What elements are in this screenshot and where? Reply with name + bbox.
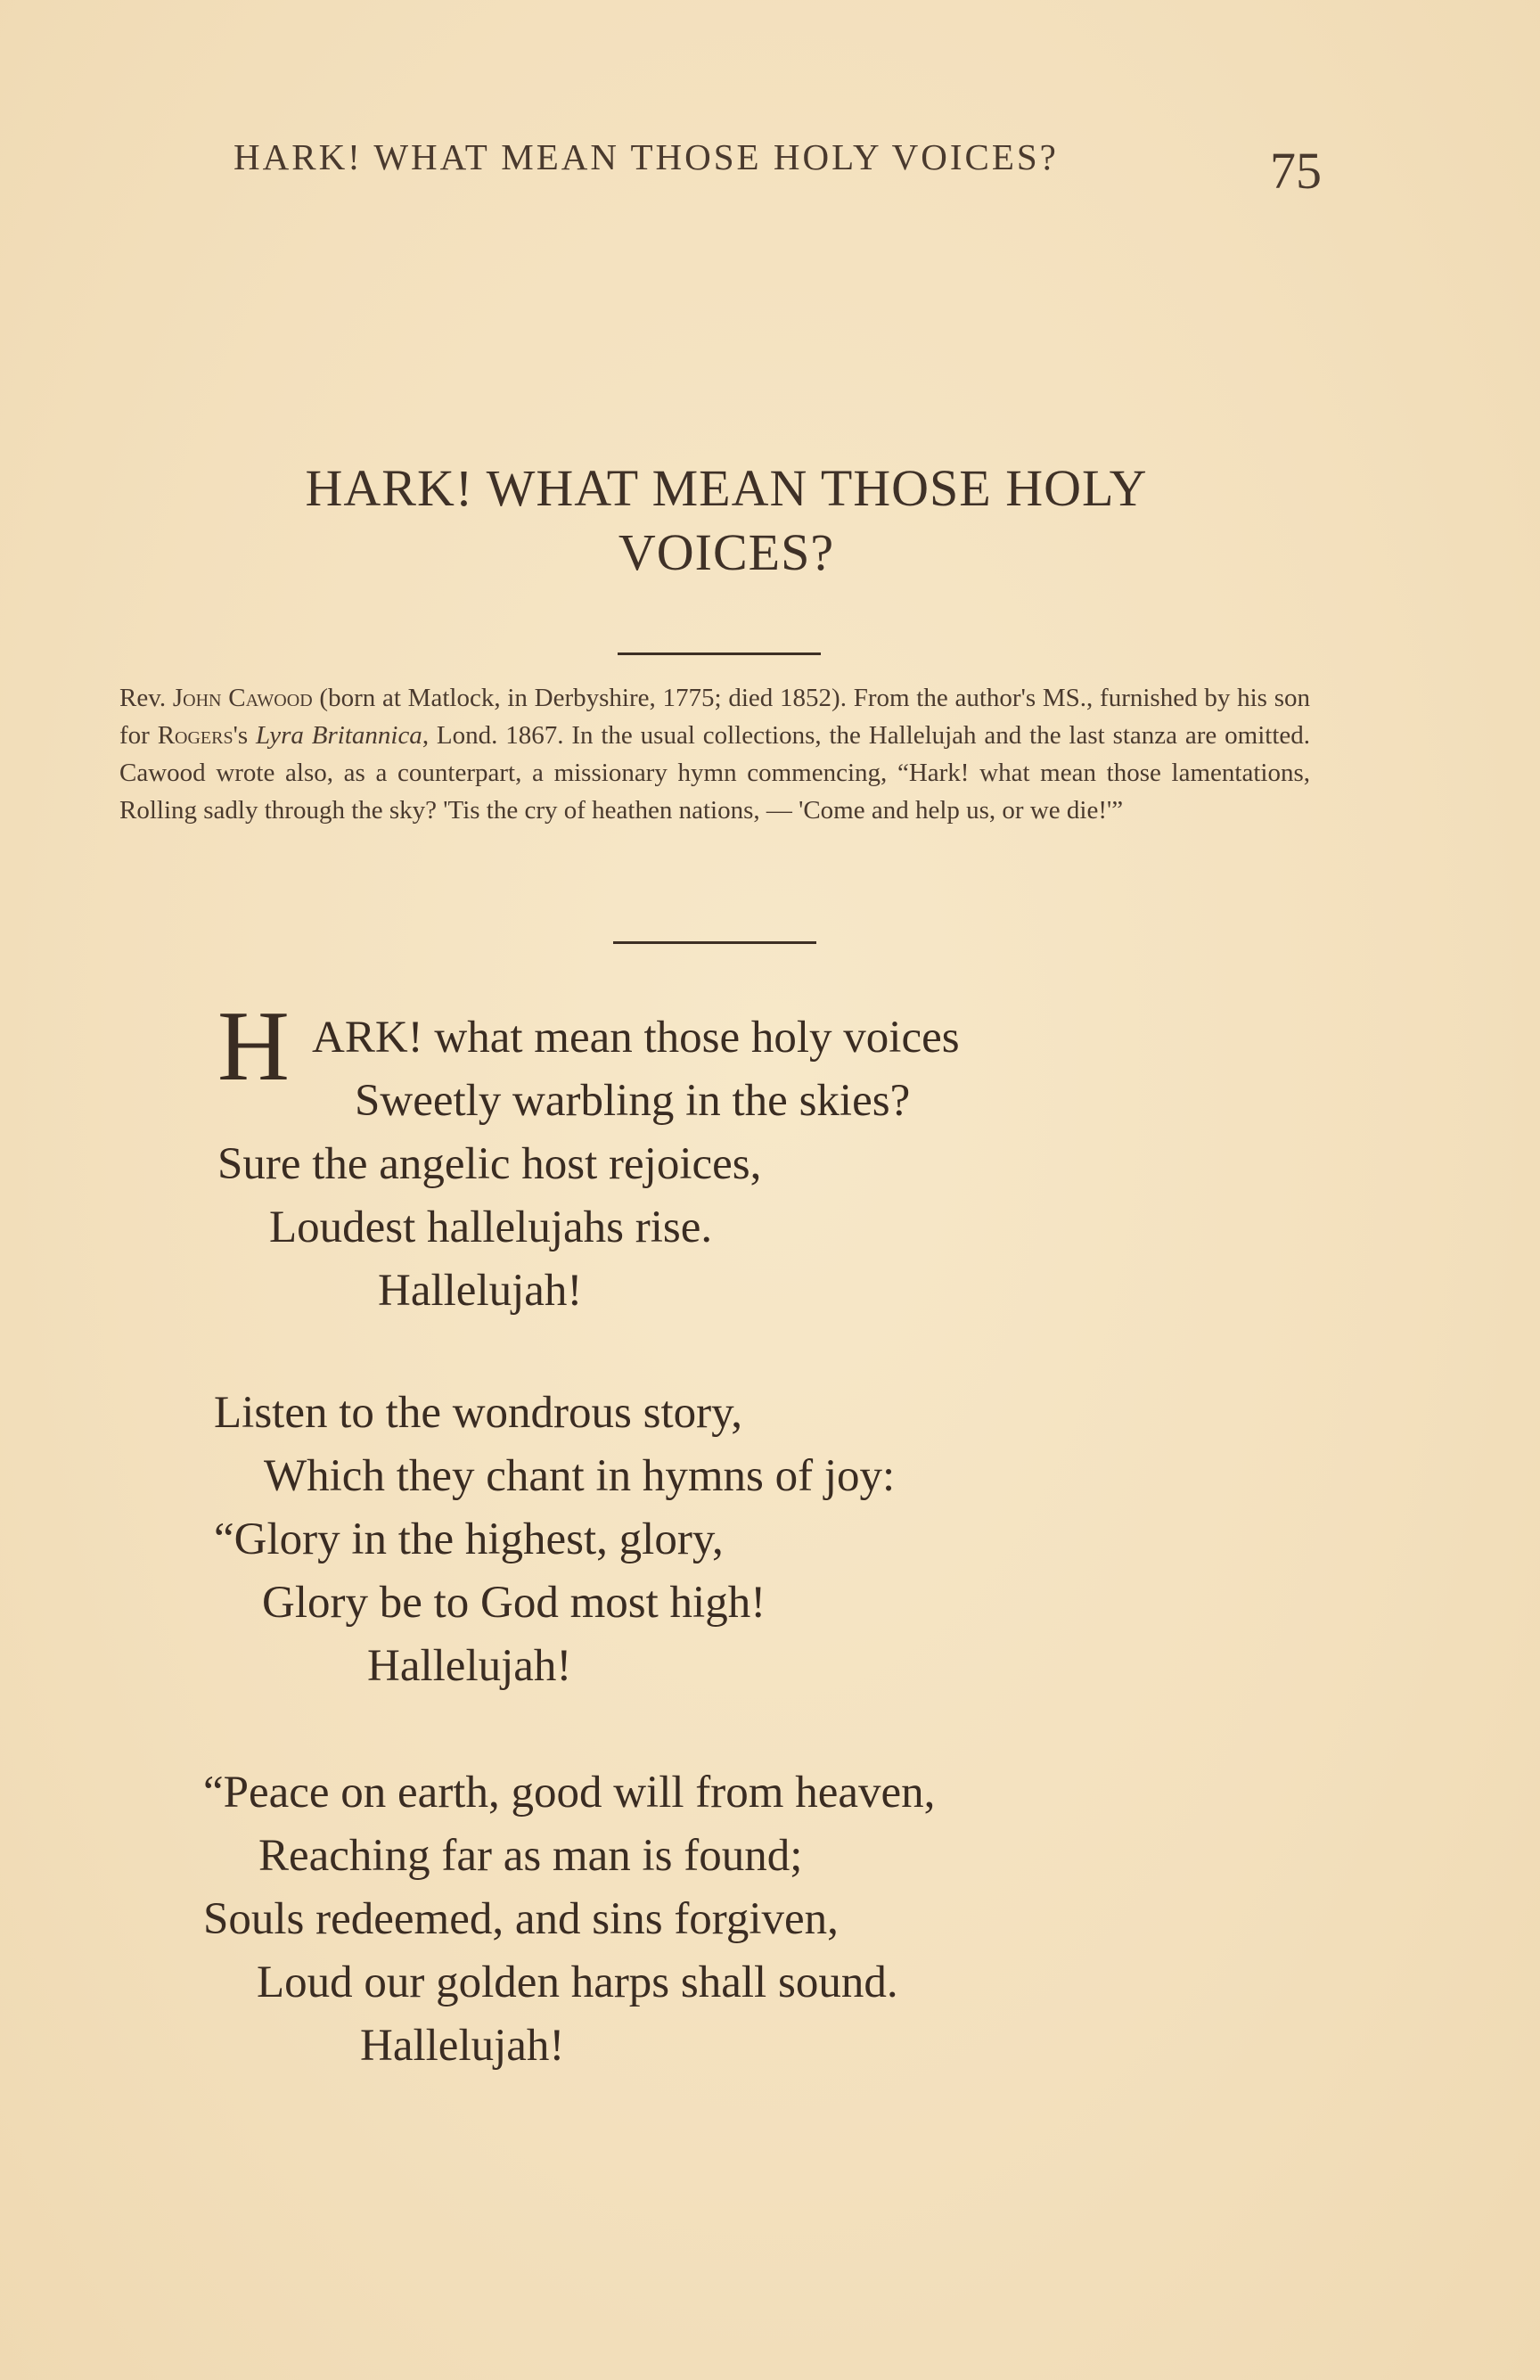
note-text-3: , Lond. 1867. In the usual collections, the Hallelujah and the last stanza are omitted. Cawood wrote also, as a counterpart, a missionary hymn commencing, “Hark! what mean those lamentations, Rolling sadly through the sky? 'Tis the cry of heathen nations, — 'Come and help us, or we die!'” <box>119 721 1310 825</box>
stanza-1-line-1: ARK! what mean those holy voices <box>312 1013 960 1063</box>
note-author-prefix: Rev. <box>119 684 173 712</box>
note-rogers: Rogers <box>157 721 233 750</box>
stanza-1-line-4: Loudest hallelujahs rise. <box>269 1202 713 1252</box>
stanza-1-line-5: Hallelujah! <box>378 1266 583 1316</box>
author-note <box>119 679 1310 829</box>
stanza-2-line-4: Glory be to God most high! <box>262 1578 766 1628</box>
hymn-title-line-2: VOICES? <box>618 523 835 581</box>
hymn-title-line-1: HARK! WHAT MEAN THOSE HOLY <box>305 459 1148 517</box>
stanza-2-line-5: Hallelujah! <box>367 1641 572 1691</box>
stanza-1-line-3: Sure the angelic host rejoices, <box>217 1139 762 1189</box>
running-head: HARK! WHAT MEAN THOSE HOLY VOICES? <box>233 136 1059 177</box>
stanza-3-line-5: Hallelujah! <box>360 2021 565 2071</box>
stanza-2-line-3: “Glory in the highest, glory, <box>214 1514 724 1564</box>
stanza-3-line-1: “Peace on earth, good will from heaven, <box>203 1768 936 1818</box>
stanza-3-line-4: Loud our golden harps shall sound. <box>257 1957 898 2007</box>
note-text-1: (born at Matlock, in Derbyshire, 1775; died 1852). From the author's MS., furnished by his son for <box>119 684 1310 750</box>
note-author-name: John Cawood <box>172 684 313 712</box>
stanza-1-line-2: Sweetly warbling in the skies? <box>355 1076 911 1126</box>
drop-cap: H <box>217 991 290 1102</box>
stanza-3-line-3: Souls redeemed, and sins forgiven, <box>203 1894 839 1944</box>
note-book-title: Lyra Britannica <box>255 721 422 750</box>
stanza-2-line-2: Which they chant in hymns of joy: <box>264 1451 896 1501</box>
stanza-3-line-2: Reaching far as man is found; <box>258 1831 803 1881</box>
stanza-2-line-1: Listen to the wondrous story, <box>214 1388 743 1438</box>
note-text-2: 's <box>233 721 256 750</box>
page-number: 75 <box>1270 142 1322 200</box>
divider-rule-bottom <box>613 941 816 944</box>
hymn-title <box>134 456 1319 585</box>
divider-rule-top <box>618 652 821 655</box>
